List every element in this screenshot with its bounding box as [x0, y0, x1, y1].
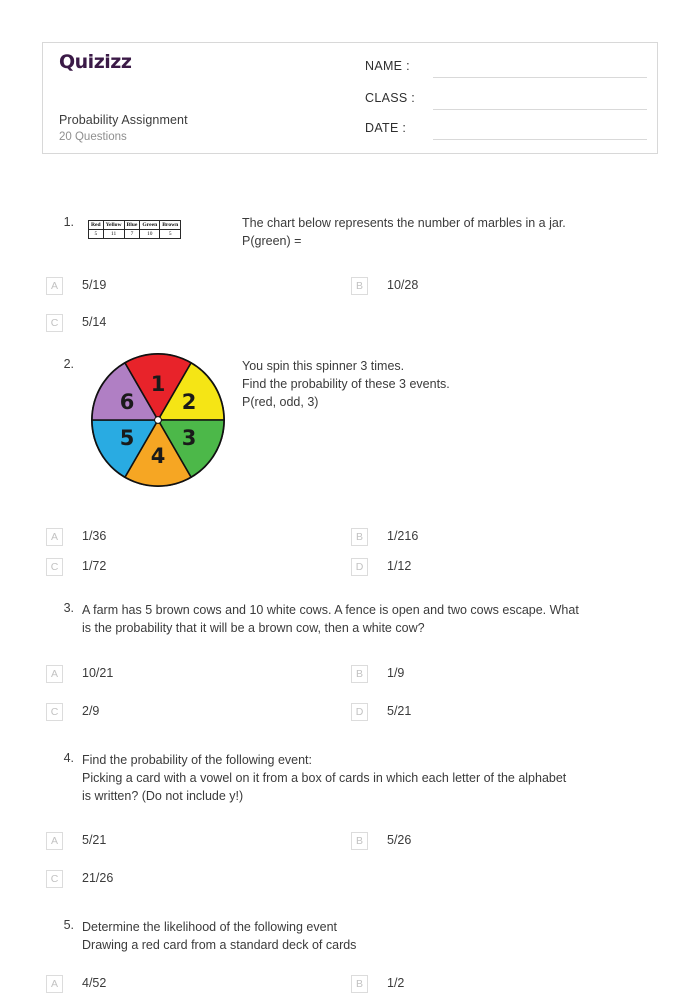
option-text: 5/19	[82, 278, 107, 292]
question-number: 5.	[63, 918, 74, 932]
name-field-row	[365, 59, 647, 79]
spinner-label-3: 3	[181, 426, 197, 450]
table-cell: 5	[89, 230, 104, 239]
question-text-line: Find the probability of the following event:	[82, 753, 312, 767]
table-cell: 7	[124, 230, 140, 239]
option-text: 1/12	[387, 559, 412, 573]
spinner-label-1: 1	[150, 372, 166, 396]
option-text: 10/28	[387, 278, 419, 292]
spinner-pivot	[155, 417, 162, 424]
date-field-row	[365, 121, 647, 141]
spinner-label-4: 4	[150, 444, 166, 468]
option-text: 2/9	[82, 704, 100, 718]
option-text: 10/21	[82, 666, 114, 680]
spinner-label-2: 2	[181, 390, 197, 414]
question-count-label: 20 Questions	[59, 131, 127, 143]
option-text: 5/21	[387, 704, 412, 718]
class-field-input[interactable]	[433, 109, 647, 110]
header-brand-block	[59, 53, 359, 73]
question-text-line: The chart below represents the number of marbles in a jar.	[242, 216, 566, 230]
table-row	[89, 230, 181, 239]
date-field-label: DATE :	[365, 121, 407, 135]
option-text: 4/52	[82, 976, 107, 990]
question-number: 2.	[63, 357, 74, 371]
worksheet-header-card	[42, 42, 658, 154]
question-text-line: Find the probability of these 3 events.	[242, 377, 450, 391]
table-cell: 5	[160, 230, 181, 239]
option-text: 1/2	[387, 976, 405, 990]
spinner-svg	[90, 352, 226, 488]
question-text-line: A farm has 5 brown cows and 10 white cows. A fence is open and two cows escape. What	[82, 603, 579, 617]
question-text-line: is the probability that it will be a brown cow, then a white cow?	[82, 621, 425, 635]
question-number: 3.	[63, 601, 74, 615]
class-field-label: CLASS :	[365, 91, 416, 105]
option-text: 5/21	[82, 833, 107, 847]
option-letter: A	[46, 975, 63, 993]
option-letter: B	[351, 975, 368, 993]
option-text: 1/216	[387, 529, 419, 543]
option-letter: B	[351, 528, 368, 546]
spinner-label-5: 5	[119, 426, 135, 450]
table-header-cell: Brown	[160, 221, 181, 230]
option-letter: A	[46, 277, 63, 295]
question-text	[82, 751, 662, 805]
option-letter: D	[351, 558, 368, 576]
table-header-cell: Red	[89, 221, 104, 230]
option-text: 5/26	[387, 833, 412, 847]
question-text-line: P(red, odd, 3)	[242, 395, 319, 409]
table-header-row	[89, 221, 181, 230]
table-cell: 11	[103, 230, 124, 239]
option-letter: D	[351, 703, 368, 721]
spinner-image	[90, 352, 226, 488]
option-text: 1/36	[82, 529, 107, 543]
option-text: 21/26	[82, 871, 114, 885]
question-text-line: Drawing a red card from a standard deck of cards	[82, 938, 357, 952]
question-text	[82, 601, 662, 637]
marble-count-table	[88, 220, 181, 239]
option-letter: A	[46, 832, 63, 850]
question-text	[242, 357, 662, 411]
question-text-line: Determine the likelihood of the following event	[82, 920, 338, 934]
option-letter: C	[46, 703, 63, 721]
table-header-cell: Green	[140, 221, 160, 230]
option-letter: C	[46, 870, 63, 888]
option-letter: A	[46, 528, 63, 546]
table-header-cell: Yellow	[103, 221, 124, 230]
page-title: Probability Assignment	[59, 113, 188, 127]
option-letter: A	[46, 665, 63, 683]
name-field-label: NAME :	[365, 59, 410, 73]
name-field-input[interactable]	[433, 77, 647, 78]
option-letter: C	[46, 558, 63, 576]
question-number: 4.	[63, 751, 74, 765]
question-text	[242, 214, 662, 250]
option-text: 1/9	[387, 666, 405, 680]
class-field-row	[365, 91, 647, 111]
spinner-label-6: 6	[119, 390, 135, 414]
quizizz-logo: Quizizz	[59, 51, 132, 73]
question-text-line: Picking a card with a vowel on it from a box of cards in which each letter of the alphabet	[82, 771, 567, 785]
date-field-input[interactable]	[433, 139, 647, 140]
question-text	[82, 918, 662, 954]
question-text-line: is written? (Do not include y!)	[82, 789, 244, 803]
option-letter: B	[351, 832, 368, 850]
option-letter: C	[46, 314, 63, 332]
option-letter: B	[351, 277, 368, 295]
question-text-line: You spin this spinner 3 times.	[242, 359, 405, 373]
option-letter: B	[351, 665, 368, 683]
table-header-cell: Blue	[124, 221, 140, 230]
option-text: 1/72	[82, 559, 107, 573]
question-text-line: P(green) =	[242, 234, 302, 248]
option-text: 5/14	[82, 315, 107, 329]
question-number: 1.	[63, 215, 74, 229]
table-cell: 10	[140, 230, 160, 239]
